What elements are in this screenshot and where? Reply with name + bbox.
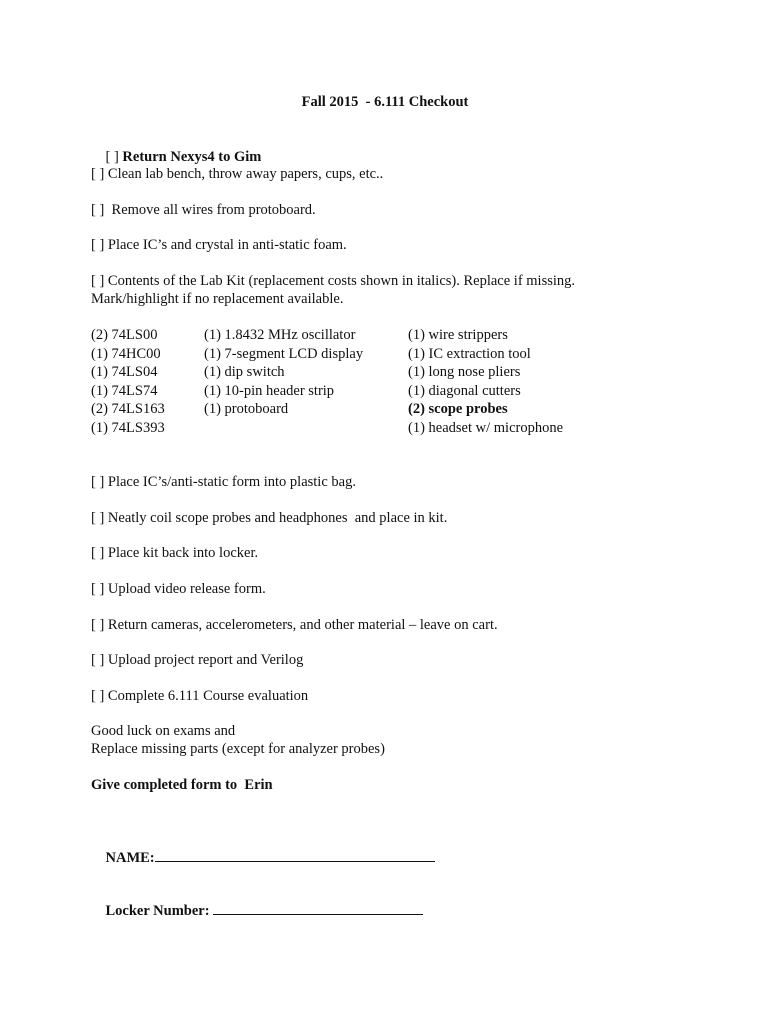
- kit-item: (1) 74LS393: [91, 419, 165, 436]
- kit-item: (1) diagonal cutters: [408, 382, 521, 399]
- name-field: [91, 830, 435, 884]
- kit-item: (1) 7-segment LCD display: [204, 345, 364, 362]
- kit-column-tools: [408, 326, 563, 437]
- page-title: Fall 2015 - 6.111 Checkout: [301, 94, 469, 110]
- kit-item: (2) 74LS00: [91, 327, 158, 343]
- good-luck-text: Good luck on exams and: [91, 723, 236, 739]
- checklist-item-plastic-bag: [ ] Place IC’s/anti-static form into plastic bag.: [91, 474, 356, 490]
- kit-item: (1) protoboard: [204, 401, 289, 417]
- name-label: NAME:: [105, 850, 155, 866]
- checklist-item-upload-report: [ ] Upload project report and Verilog: [91, 652, 304, 668]
- kit-item: (2) 74LS163: [91, 401, 165, 417]
- checklist-item-return-cameras: [ ] Return cameras, accelerometers, and other material – leave on cart.: [91, 617, 498, 633]
- kit-item: (1) 10-pin header strip: [204, 382, 335, 399]
- kit-item: (1) headset w/ microphone: [408, 419, 564, 436]
- checklist-item-video-release: [ ] Upload video release form.: [91, 581, 266, 597]
- locker-number-label: Locker Number:: [105, 903, 214, 919]
- kit-item-scope-probes: (2) scope probes: [408, 401, 508, 417]
- checklist-item-remove-wires: [ ] Remove all wires from protoboard.: [91, 202, 316, 218]
- kit-item: (1) IC extraction tool: [408, 345, 531, 362]
- kit-item: (1) wire strippers: [408, 327, 508, 343]
- locker-number-blank-line[interactable]: [213, 900, 423, 915]
- kit-item: (1) 74LS04: [91, 364, 158, 380]
- checklist-item-place-ics: [ ] Place IC’s and crystal in anti-static foam.: [91, 237, 347, 253]
- give-form-text: Give completed form to Erin: [91, 777, 273, 793]
- return-nexys-text: Return Nexys4 to Gim: [122, 149, 262, 165]
- locker-number-field: [91, 883, 423, 937]
- kit-item: (1) 1.8432 MHz oscillator: [204, 327, 356, 343]
- checkbox[interactable]: [ ]: [105, 149, 119, 165]
- kit-item: (1) dip switch: [204, 364, 285, 380]
- checklist-item-clean-bench: [ ] Clean lab bench, throw away papers, cups, etc..: [91, 166, 384, 182]
- checklist-item-course-eval: [ ] Complete 6.111 Course evaluation: [91, 688, 309, 704]
- kit-item: (1) 74HC00: [91, 345, 161, 362]
- contents-note: Mark/highlight if no replacement available.: [91, 291, 344, 307]
- kit-column-components: [204, 326, 363, 419]
- checklist-item-contents: [ ] Contents of the Lab Kit (replacement costs shown in italics). Replace if missing.: [91, 273, 576, 289]
- name-blank-line[interactable]: [155, 847, 435, 862]
- kit-column-chips: [91, 326, 165, 437]
- kit-item: (1) long nose pliers: [408, 364, 521, 380]
- checklist-item-kit-locker: [ ] Place kit back into locker.: [91, 545, 259, 561]
- checklist-item-coil-probes: [ ] Neatly coil scope probes and headphones and place in kit.: [91, 510, 448, 526]
- replace-parts-text: Replace missing parts (except for analyzer probes): [91, 741, 385, 757]
- kit-item: (1) 74LS74: [91, 382, 158, 399]
